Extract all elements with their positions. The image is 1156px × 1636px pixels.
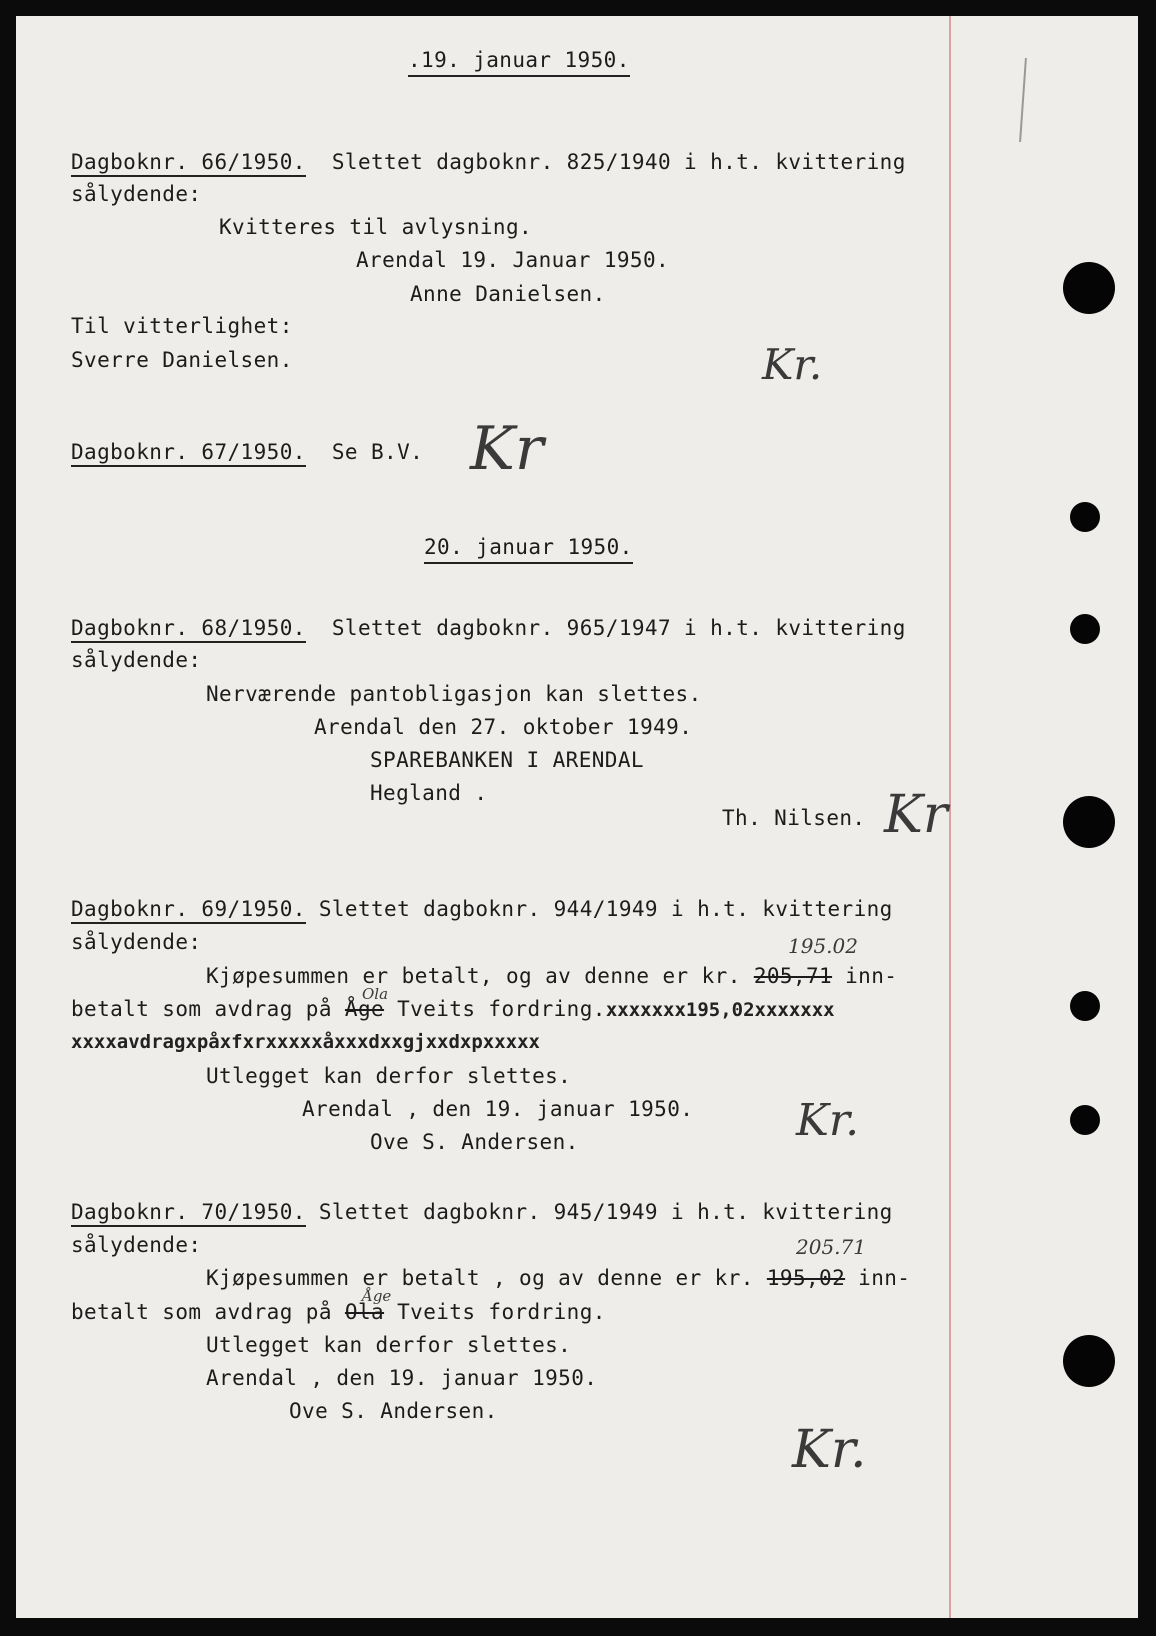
entry-69-struck-amount: 205,71 (753, 964, 833, 988)
entry-68-continuation: sålydende: (71, 648, 202, 672)
entry-69-initials: Kr. (796, 1095, 860, 1146)
entry-70-line-4: Arendal , den 19. januar 1950. (206, 1366, 598, 1390)
punch-hole (1063, 796, 1115, 848)
entry-66-number: Dagboknr. 66/1950. (71, 150, 306, 177)
entry-68-signature: Th. Nilsen. (722, 806, 866, 830)
punch-hole (1070, 1105, 1100, 1135)
entry-70-line-1-end: inn- (858, 1266, 911, 1290)
entry-66-witness-name: Sverre Danielsen. (71, 348, 293, 372)
entry-70-struck-name: Ola (344, 1300, 385, 1324)
entry-69-name-correction: Ola (362, 985, 389, 1003)
entry-69-line-6: Ove S. Andersen. (370, 1130, 579, 1154)
entry-70-line-2 (71, 1298, 606, 1326)
punch-hole (1070, 502, 1100, 532)
entry-70-line-1 (206, 1264, 910, 1292)
entry-70-line-3: Utlegget kan derfor slettes. (206, 1333, 572, 1357)
punch-hole (1070, 991, 1100, 1021)
date-heading-1: .19. januar 1950. (408, 46, 630, 77)
entry-70-header (71, 1198, 893, 1226)
entry-70-line-1-text: Kjøpesummen er betalt , og av denne er kr. (206, 1266, 754, 1290)
entry-69-overstruck-text: xxxxxxx195,02xxxxxxx (605, 999, 835, 1021)
entry-69-line-1 (206, 962, 897, 990)
entry-70-line-5: Ove S. Andersen. (289, 1399, 498, 1423)
entry-66-witness-label: Til vitterlighet: (71, 314, 293, 338)
punch-hole (1063, 1335, 1115, 1387)
entry-66-line-1: Kvitteres til avlysning. (219, 215, 533, 239)
entry-69-line-4: Utlegget kan derfor slettes. (206, 1064, 572, 1088)
entry-70-initials: Kr. (792, 1420, 867, 1480)
entry-66-line-2: Arendal 19. Januar 1950. (356, 248, 670, 272)
entry-69-overstruck-line: xxxxavdragxpåxfxrxxxxxåxxxdxxgjxxdxpxxxxx (71, 1031, 540, 1053)
entry-69-number: Dagboknr. 69/1950. (71, 897, 306, 924)
punch-hole (1070, 614, 1100, 644)
entry-70-continuation: sålydende: (71, 1233, 202, 1257)
entry-70-amount-correction: 205.71 (796, 1235, 866, 1259)
entry-68-line-4: Hegland . (370, 781, 488, 805)
entry-66-continuation: sålydende: (71, 182, 202, 206)
entry-68-line-2: Arendal den 27. oktober 1949. (314, 715, 693, 739)
entry-69-header (71, 895, 893, 923)
entry-69-line-5: Arendal , den 19. januar 1950. (302, 1097, 694, 1121)
date-heading-2: 20. januar 1950. (424, 533, 633, 564)
entry-68-number: Dagboknr. 68/1950. (71, 616, 306, 643)
entry-70-text: Slettet dagboknr. 945/1949 i h.t. kvittering (318, 1200, 893, 1224)
entry-69-line-2 (71, 995, 835, 1024)
entry-66-header (71, 148, 906, 176)
margin-line (949, 16, 951, 1618)
entry-70-line-2-text: betalt som avdrag på (71, 1300, 332, 1324)
entry-69-text: Slettet dagboknr. 944/1949 i h.t. kvittering (318, 897, 893, 921)
entry-67-number: Dagboknr. 67/1950. (71, 440, 306, 467)
entry-69-amount-correction: 195.02 (788, 934, 858, 958)
entry-66-line-3: Anne Danielsen. (410, 282, 606, 306)
entry-68-initials: Kr (884, 785, 948, 845)
entry-67-header (71, 438, 423, 466)
entry-70-struck-amount: 195,02 (766, 1266, 846, 1290)
entry-69-line-2-text: betalt som avdrag på (71, 997, 332, 1021)
entry-69-line-1-end: inn- (845, 964, 898, 988)
entry-68-line-3: SPAREBANKEN I ARENDAL (370, 748, 644, 772)
entry-68-text: Slettet dagboknr. 965/1947 i h.t. kvittering (331, 616, 906, 640)
entry-68-line-1: Nerværende pantobligasjon kan slettes. (206, 682, 702, 706)
entry-69-struck-name: Åge (344, 997, 385, 1021)
entry-70-name-correction: Åge (362, 1287, 392, 1305)
entry-70-number: Dagboknr. 70/1950. (71, 1200, 306, 1227)
entry-66-initials: Kr. (762, 340, 823, 389)
entry-67-text: Se B.V. (331, 440, 424, 464)
entry-70-line-2-end: Tveits fordring. (397, 1300, 606, 1324)
punch-hole (1063, 262, 1115, 314)
entry-69-line-1-text: Kjøpesummen er betalt, og av denne er kr. (206, 964, 741, 988)
entry-66-text: Slettet dagboknr. 825/1940 i h.t. kvittering (331, 150, 906, 174)
entry-67-initials: Kr (470, 414, 544, 484)
entry-68-header (71, 614, 906, 642)
entry-69-continuation: sålydende: (71, 930, 202, 954)
entry-69-line-2-end: Tveits fordring. (397, 997, 606, 1021)
